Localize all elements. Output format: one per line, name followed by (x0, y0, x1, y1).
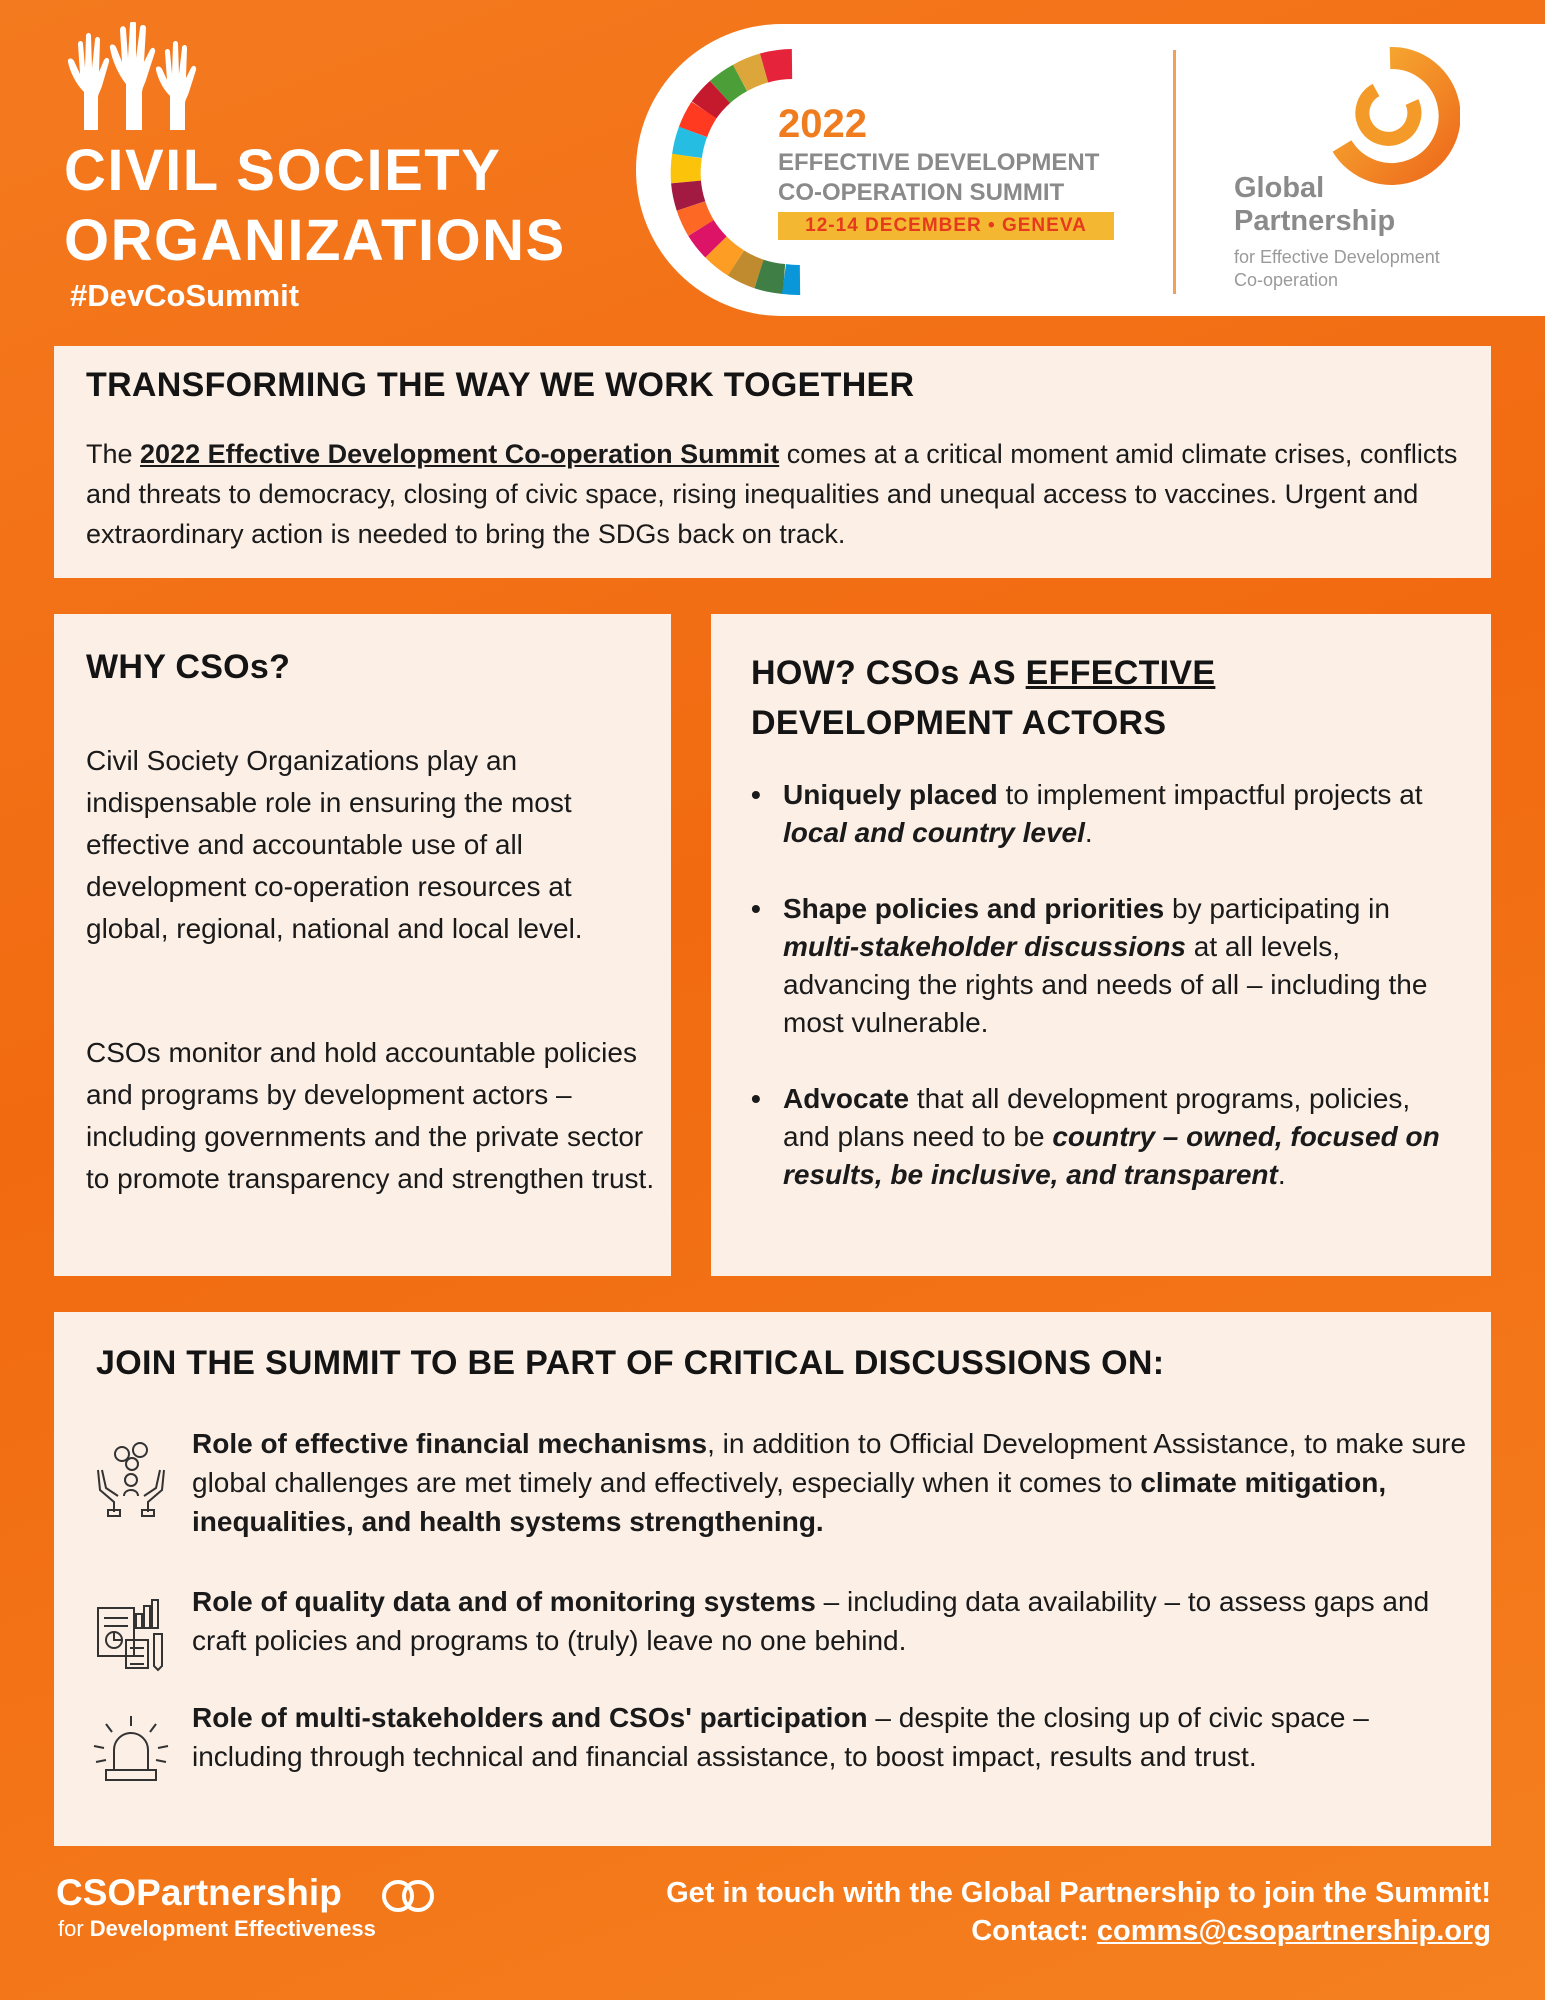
summit-name (778, 148, 1138, 208)
bullet-text: by participating in (1164, 893, 1390, 924)
why-csos-card (54, 614, 671, 1276)
why-paragraph-1: Civil Society Organizations play an indispensable role in ensuring the most effective and accountable use of all development co-operation resources at global, regional, national and local level. (86, 745, 583, 944)
item-bold-end: climate mitigation, inequalities, and health systems strengthening. (192, 1467, 1387, 1537)
title-line-2: ORGANIZATIONS (64, 208, 566, 273)
bullet-text-end: at all levels, advancing the rights and needs of all – including the most vulnerable. (783, 931, 1428, 1038)
intro-card (54, 346, 1491, 578)
footer-cta-text: Get in touch with the Global Partnership to join the Summit! (666, 1877, 1491, 1909)
bullet-dot: • (751, 1083, 761, 1114)
summit-dates-band: 12-14 DECEMBER • GENEVA (778, 212, 1114, 240)
how-bullet-1 (751, 776, 1451, 852)
logo-sub-prefix: for (58, 1916, 90, 1941)
how-csos-card (711, 614, 1491, 1276)
contact-label: Contact: (971, 1915, 1097, 1947)
why-heading: WHY CSOs? (86, 648, 291, 686)
bullet-dot: • (751, 779, 761, 810)
how-bullet-2 (751, 890, 1451, 1042)
intro-text-start: The (86, 439, 141, 469)
summit-year: 2022 (778, 102, 867, 146)
bullet-bold-italic: multi-stakeholder discussions (783, 931, 1186, 962)
contact-email-link[interactable]: comms@csopartnership.org (1096, 1915, 1491, 1947)
join-heading: JOIN THE SUMMIT TO BE PART OF CRITICAL DISCUSSIONS ON: (96, 1344, 1165, 1382)
join-summit-card (54, 1312, 1491, 1846)
item-text: – including data availability – to assess gaps and craft policies and programs to (truly) leave no one behind. (192, 1586, 1430, 1656)
intro-text (86, 434, 1466, 554)
summit-name-line-1: EFFECTIVE DEVELOPMENT (778, 149, 1100, 176)
bullet-text: that all development programs, policies, and plans need to be (783, 1083, 1411, 1152)
gp-name-line-2: Partnership (1234, 205, 1396, 237)
alarm-light-icon (92, 1710, 170, 1788)
csopartnership-logo-subtitle (58, 1916, 376, 1942)
join-item-3 (192, 1698, 1472, 1776)
how-heading-line-2: DEVELOPMENT ACTORS (751, 704, 1167, 742)
join-item-1 (192, 1424, 1472, 1541)
gp-sub-line-1: for Effective Development (1234, 247, 1440, 267)
gp-logo-subtitle (1234, 246, 1440, 292)
data-report-icon (92, 1594, 170, 1672)
bullet-bold: Uniquely placed (783, 779, 998, 810)
bullet-bold: Shape policies and priorities (783, 893, 1165, 924)
summit-link[interactable]: 2022 Effective Development Co-operation Summit (140, 439, 780, 469)
why-paragraph-2: CSOs monitor and hold accountable policies and programs by development actors – including governments and the private sector to promote transparency and strengthen trust. (86, 1037, 655, 1194)
summit-name-line-2: CO-OPERATION SUMMIT (778, 179, 1065, 206)
logo-divider (1173, 50, 1176, 294)
financial-hands-icon (92, 1440, 170, 1518)
bullet-text: to implement impactful projects at (997, 779, 1423, 810)
how-bullet-3 (751, 1080, 1451, 1194)
gp-sub-line-2: Co-operation (1234, 270, 1339, 290)
footer-call-to-action (666, 1874, 1491, 1950)
bullet-bold-italic: country – owned, focused on results, be inclusive, and transparent (783, 1121, 1440, 1190)
global-partnership-ring-icon (1320, 46, 1460, 186)
bullet-text-end: . (1277, 1159, 1286, 1190)
bullet-dot: • (751, 893, 761, 924)
title-line-1: CIVIL SOCIETY (64, 138, 502, 203)
how-heading-prefix: HOW? CSOs AS (751, 654, 1026, 692)
bullet-bold: Advocate (783, 1083, 910, 1114)
raised-hands-icon (64, 22, 214, 132)
how-heading-underlined: EFFECTIVE (1025, 654, 1216, 692)
logo-sub-bold: Development Effectiveness (89, 1916, 376, 1941)
page-title (64, 136, 624, 276)
bullet-bold-italic: local and country level (783, 817, 1085, 848)
item-bold: Role of quality data and of monitoring systems (192, 1586, 816, 1617)
item-bold: Role of effective financial mechanisms (192, 1428, 708, 1459)
linked-rings-icon (380, 1878, 436, 1914)
item-bold: Role of multi-stakeholders and CSOs' participation (192, 1702, 868, 1733)
gp-logo-name (1234, 172, 1395, 238)
how-heading (751, 648, 1451, 748)
item-text: , in addition to Official Development Assistance, to make sure global challenges are met timely and effectively, especially when it comes to (192, 1428, 1467, 1498)
gp-name-line-1: Global (1234, 172, 1325, 204)
hashtag: #DevCoSummit (70, 278, 300, 313)
intro-heading: TRANSFORMING THE WAY WE WORK TOGETHER (86, 366, 915, 404)
csopartnership-logo-text: CSOPartnership (56, 1872, 342, 1913)
item-text: – despite the closing up of civic space – including through technical and financial assistance, to boost impact, results and trust. (192, 1702, 1369, 1772)
join-item-2 (192, 1582, 1472, 1660)
intro-text-end: comes at a critical moment amid climate crises, conflicts and threats to democracy, closing of civic space, rising inequalities and unequal access to vaccines. Urgent and extraordinary action is needed to bring the SDGs back on track. (86, 439, 1458, 549)
bullet-text-end: . (1084, 817, 1093, 848)
